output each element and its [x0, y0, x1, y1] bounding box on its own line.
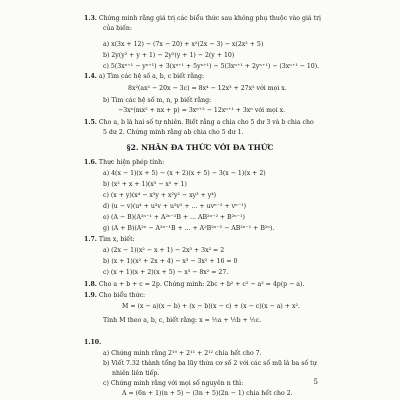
exercise-1-3-c: c) 5(3xⁿ⁺¹ − yⁿ⁺¹) + 3(xⁿ⁺¹ + 5yⁿ⁺¹) − 5(3xⁿ⁺¹ + 2yⁿ⁺¹) − (3xⁿ⁺¹ − 10). [103, 62, 320, 70]
exercise-1-4-equation-a: 8x²(ax² − 20x − 3c) = 8x⁴ − 12x³ + 27x² với mọi x. [128, 84, 287, 92]
exercise-number: 1.3. [84, 14, 97, 22]
exercise-1-10-b-cont: nhiên liên tiếp. [112, 369, 160, 377]
exercise-1-7-c: c) (x + 1)(x + 2)(x + 5) − x³ − 8x² = 27. [103, 268, 229, 276]
exercise-1-9-task: Tính M theo a, b, c, biết rằng: x = ½a + ½b + ½c. [103, 316, 262, 324]
section-title: §2. NHÂN ĐA THỨC VỚI ĐA THỨC [126, 143, 274, 152]
exercise-1-7-b: b) (x + 1)(x² + 2x + 4) − x³ − 3x² + 16 = 0 [103, 257, 238, 265]
exercise-number: 1.5. [84, 118, 97, 126]
exercise-1-4-line-1: 1.4. a) Tìm các hệ số a, b, c biết rằng: [84, 72, 205, 80]
exercise-1-6-g: g) (A + B)(A²ⁿ − A²ⁿ⁻¹B + ... + A²B²ⁿ⁻² − AB²ⁿ⁻¹ + B²ⁿ). [103, 224, 275, 232]
exercise-1-8-line-1: 1.8. Cho a + b + c = 2p. Chứng minh: 2bc + b² + c² − a² = 4p(p − a). [84, 280, 305, 288]
exercise-number: 1.6. [84, 158, 97, 166]
exercise-1-3-line-2: của biến: [103, 24, 132, 32]
exercise-1-3-b: b) 2y(y² + y + 1) − 2y²(y + 1) − 2(y + 10) [103, 51, 235, 59]
exercise-1-3-line-1: 1.3. Chứng minh rằng giá trị các biểu thức sau không phụ thuộc vào giá trị [84, 14, 322, 22]
exercise-number: 1.9. [84, 291, 97, 299]
exercise-number: 1.8. [84, 280, 97, 288]
exercise-1-9-expression: M = (x − a)(x − b) + (x − b)(x − c) + (x − c)(x − a) + x². [122, 302, 300, 310]
exercise-number: 1.4. [84, 72, 97, 80]
exercise-1-9-line-1: 1.9. Cho biểu thức: [84, 291, 146, 299]
exercise-1-10-c-expression: A = (6n + 1)(n + 5) − (3n + 5)(2n − 1) chia hết cho 2. [122, 389, 293, 397]
exercise-1-6-line-1: 1.6. Thực hiện phép tính: [84, 158, 165, 166]
exercise-1-5-line-1: 1.5. Cho a, b là hai số tự nhiên. Biết rằng a chia cho 5 dư 3 và b chia cho [84, 118, 314, 126]
exercise-1-6-e: e) (A − B)(A²ⁿ⁻¹ + A²ⁿ⁻²B + ... AB²ⁿ⁻² + B²ⁿ⁻¹) [103, 213, 245, 221]
exercise-1-6-c: c) (x + y)(x⁴ − x³y + x²y² − xy³ + y⁴) [103, 191, 217, 199]
exercise-1-7-line-1: 1.7. Tìm x, biết: [84, 235, 135, 243]
exercise-1-10-c: c) Chứng minh rằng với mọi số nguyên n thì: [103, 379, 244, 387]
exercise-1-5-line-2: 5 dư 2. Chứng minh rằng ab chia cho 5 dư 1. [103, 128, 244, 136]
exercise-1-7-a: a) (2x − 1)(x² − x + 1) − 2x³ + 3x² = 2 [103, 246, 225, 254]
exercise-1-4-equation-b: −3xⁿ(mx² + nx + p) = 3xⁿ⁺² − 12xⁿ⁺¹ + 3xⁿ với mọi x. [118, 106, 286, 114]
page-number: 5 [313, 378, 318, 386]
exercise-1-6-b: b) (x² + x + 1)(x³ − x² + 1) [103, 180, 187, 188]
exercise-1-6-d: d) (u − v)(u⁴ + u³v + u²v² + ... + uvⁿ⁻² + vⁿ⁻¹) [103, 202, 247, 210]
exercise-1-4-b: b) Tìm các hệ số m, n, p biết rằng: [103, 96, 212, 104]
exercise-1-10-b: b) Viết 7.32 thành tổng ba lũy thừa cơ số 2 với các số mũ là ba số tự [103, 359, 317, 367]
exercise-1-10-a: a) Chứng minh rằng 2¹⁰ + 2¹¹ + 2¹² chia hết cho 7. [103, 349, 262, 357]
exercise-1-6-a: a) 4(x − 1)(x + 5) − (x + 2)(x + 5) − 3(x − 1)(x + 2) [103, 169, 266, 177]
exercise-1-3-a: a) x(3x + 12) − (7x − 20) + x²(2x − 3) − x(2x² + 5) [103, 40, 264, 48]
exercise-number: 1.7. [84, 235, 97, 243]
exercise-1-10-number: 1.10. [84, 338, 102, 346]
